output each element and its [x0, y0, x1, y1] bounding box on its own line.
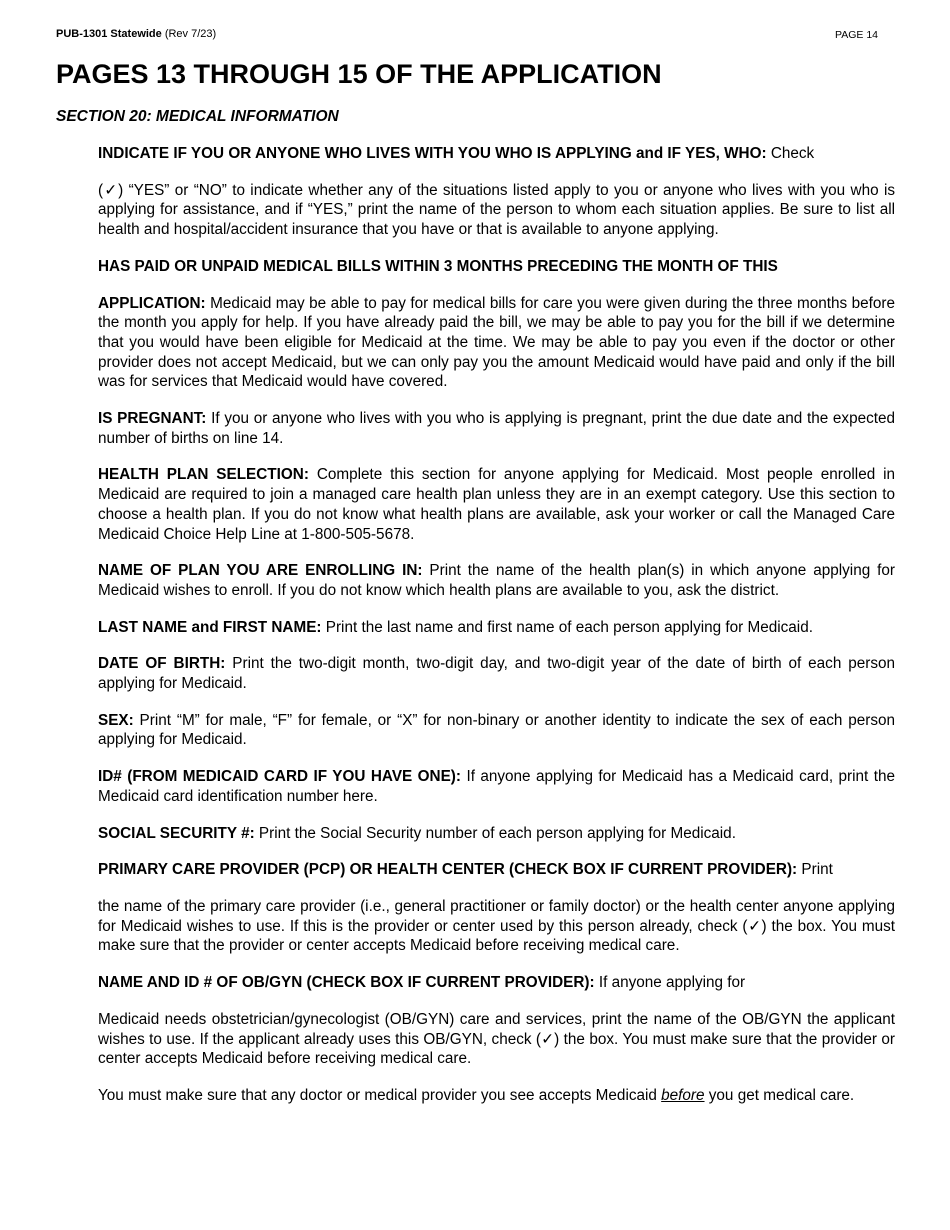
- name-text: Print the last name and first name of each person applying for Medicaid.: [321, 618, 813, 636]
- id-text: If anyone applying for Medicaid has a Medicaid card, print the Medicaid card identification number here.: [98, 768, 895, 805]
- document-body: [98, 144, 895, 1123]
- id-label: ID# (FROM MEDICAID CARD IF YOU HAVE ONE):: [98, 768, 461, 786]
- pcp-text: Print: [797, 861, 833, 879]
- health-plan-label: HEALTH PLAN SELECTION:: [98, 466, 309, 484]
- revision-date: (Rev 7/23): [164, 28, 217, 40]
- name-paragraph: [98, 618, 895, 638]
- page-number: PAGE 14: [835, 29, 878, 41]
- ssn-paragraph: [98, 824, 895, 844]
- pcp-label: PRIMARY CARE PROVIDER (PCP) OR HEALTH CENTER (CHECK BOX IF CURRENT PROVIDER):: [98, 861, 798, 879]
- pregnant-label: IS PREGNANT:: [98, 410, 207, 428]
- ssn-text: Print the Social Security number of each person applying for Medicaid.: [254, 824, 736, 842]
- pregnant-text: If you or anyone who lives with you who is applying is pregnant, print the due date and the expected number of births on line 14.: [98, 410, 895, 447]
- dob-label: DATE OF BIRTH:: [98, 655, 226, 673]
- dob-text: Print the two-digit month, two-digit day, and two-digit year of the date of birth of each person applying for Medicaid.: [98, 655, 895, 693]
- obgyn-label: NAME AND ID # OF OB/GYN (CHECK BOX IF CURRENT PROVIDER):: [98, 974, 595, 992]
- section-title: SECTION 20: MEDICAL INFORMATION: [56, 108, 339, 125]
- form-id: [56, 28, 216, 40]
- page-title: PAGES 13 THROUGH 15 OF THE APPLICATION: [56, 59, 662, 89]
- pcp-paragraph: [98, 860, 895, 880]
- closing-emphasis: before: [661, 1086, 705, 1104]
- indicate-label: INDICATE IF YOU OR ANYONE WHO LIVES WITH YOU WHO IS APPLYING and IF YES, WHO:: [98, 145, 767, 162]
- plan-name-label: NAME OF PLAN YOU ARE ENROLLING IN:: [98, 562, 423, 580]
- indicate-paragraph: [98, 144, 895, 164]
- application-paragraph: [98, 294, 895, 393]
- pub-number: PUB-1301 Statewide: [56, 28, 162, 40]
- sex-text: Print “M” for male, “F” for female, or “X” for non-binary or another identity to indicate the sex of each person applying for Medicaid.: [98, 711, 895, 749]
- obgyn-continuation: Medicaid needs obstetrician/gynecologist (OB/GYN) care and services, print the name of the OB/GYN the applicant wishes to use. If the applicant already uses this OB/GYN, check (✓) the box. You must make sure that the provider or center accepts Medicaid before receiving medical care.: [98, 1010, 895, 1068]
- plan-name-text: Print the name of the health plan(s) in which anyone applying for Medicaid wishes to enroll. If you do not know which health plans are available to you, ask the district.: [98, 562, 895, 599]
- obgyn-text: If anyone applying for: [594, 974, 746, 992]
- pregnant-paragraph: [98, 409, 895, 448]
- closing-text-start: You must make sure that any doctor or medical provider you see accepts Medicaid: [98, 1086, 662, 1104]
- ssn-label: SOCIAL SECURITY #:: [98, 824, 255, 842]
- health-plan-paragraph: [98, 465, 895, 544]
- closing-text-end: you get medical care.: [704, 1086, 855, 1104]
- id-paragraph: [98, 767, 895, 806]
- indicate-continuation: (✓) “YES” or “NO” to indicate whether any of the situations listed apply to you or anyone who lives with you who is applying for assistance, and if “YES,” print the name of the person to whom each situation applies. Be sure to list all health and hospital/accident insurance that you have or that is available to anyone applying.: [98, 181, 895, 239]
- plan-name-paragraph: [98, 561, 895, 600]
- sex-label: SEX:: [98, 711, 134, 729]
- health-plan-text: Complete this section for anyone applying for Medicaid. Most people enrolled in Medicaid are required to join a managed care health plan unless they are in an exempt category. Use this section to choose a health plan. If you do not know what health plans are available, ask your worker or call the Managed Care Medicaid Choice Help Line at 1-800-505-5678.: [98, 466, 895, 543]
- sex-paragraph: [98, 711, 895, 750]
- name-label: LAST NAME and FIRST NAME:: [98, 618, 322, 636]
- dob-paragraph: [98, 654, 895, 693]
- indicate-text: Check: [766, 145, 815, 162]
- pcp-continuation: the name of the primary care provider (i.e., general practitioner or family doctor) or the health center anyone applying for Medicaid wishes to use. If this is the provider or center used by this person already, check (✓) the box. You must make sure that the provider or center accepts Medicaid before receiving medical care.: [98, 897, 895, 955]
- application-label: APPLICATION:: [98, 294, 206, 312]
- application-text: Medicaid may be able to pay for medical bills for care you were given during the three months before the month you apply for help. If you have already paid the bill, we may be able to pay you for the bill if we determine that you would have been eligible for Medicaid at the time. We may be able to pay you even if the doctor or other provider does not accept Medicaid, but we can only pay you the amount Medicaid would have paid and only if the bill was for services that Medicaid would have covered.: [98, 294, 895, 391]
- bills-paragraph: [98, 257, 895, 277]
- bills-label: HAS PAID OR UNPAID MEDICAL BILLS WITHIN 3 MONTHS PRECEDING THE MONTH OF THIS: [98, 257, 778, 275]
- obgyn-paragraph: [98, 973, 895, 993]
- closing-paragraph: [98, 1086, 895, 1106]
